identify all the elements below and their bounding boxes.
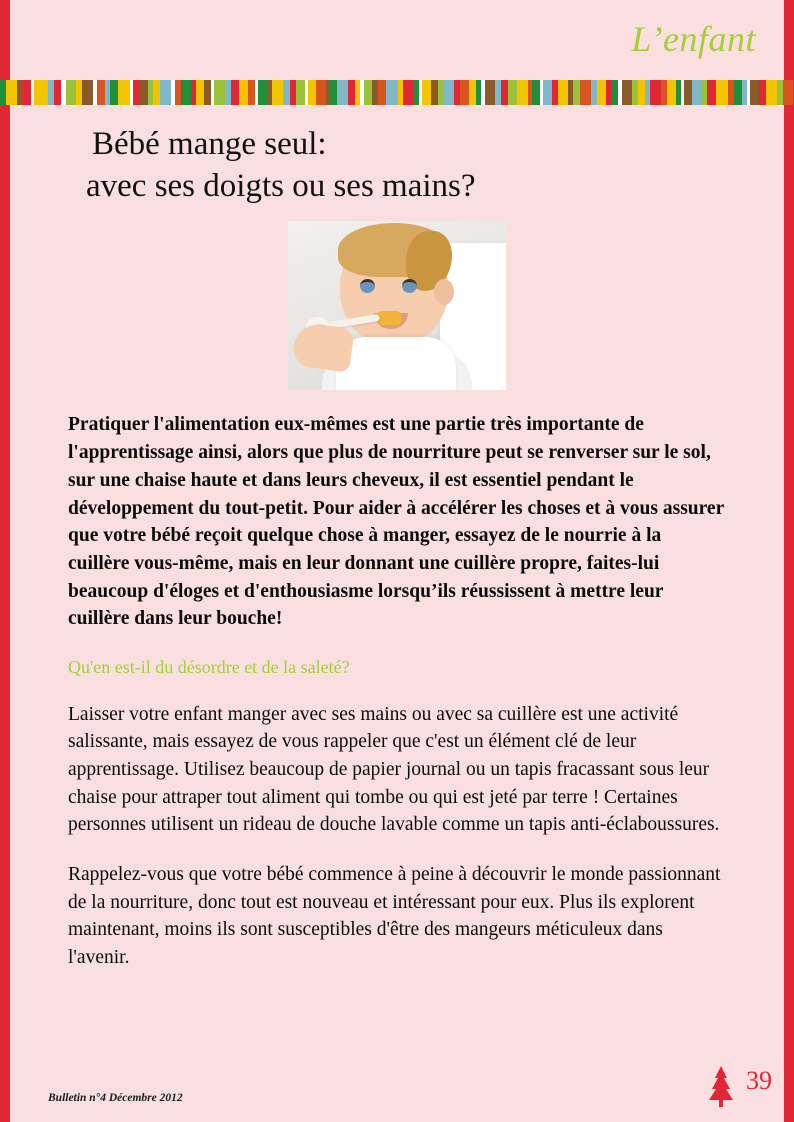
stripe-segment — [684, 80, 691, 105]
stripe-segment — [258, 80, 267, 105]
stripe-segment — [316, 80, 326, 105]
baby-bib-shape — [336, 337, 456, 390]
stripe-segment — [97, 80, 106, 105]
stripe-segment — [783, 80, 793, 105]
stripe-segment — [460, 80, 469, 105]
stripe-segment — [378, 80, 385, 105]
paragraph-3: Rappelez-vous que votre bébé commence à peine à découvrir le monde passionnant de la nourriture, donc tout est nouveau et intéressant pour eux. Plus ils explorent maintenant, moins ils sont susceptibles d'être des mangeurs méticuleux dans l'avenir. — [68, 863, 721, 969]
stripe-segment — [348, 80, 355, 105]
stripe-segment — [118, 80, 130, 105]
footer-bulletin-info: Bulletin n°4 Décembre 2012 — [48, 1092, 183, 1104]
stripe-segment — [517, 80, 528, 105]
stripe-segment — [153, 80, 160, 105]
stripe-segment — [272, 80, 283, 105]
article-photo-wrapper — [10, 221, 784, 395]
article-body — [68, 411, 726, 971]
stripe-segment — [431, 80, 438, 105]
stripe-segment — [34, 80, 47, 105]
stripe-segment — [597, 80, 606, 105]
stripe-segment — [667, 80, 676, 105]
stripe-segment — [485, 80, 495, 105]
stripe-segment — [160, 80, 171, 105]
stripe-segment — [296, 80, 305, 105]
stripe-segment — [231, 80, 238, 105]
stripe-segment — [386, 80, 398, 105]
article-title-line1: Bébé mange seul: — [92, 126, 327, 162]
stripe-segment — [54, 80, 61, 105]
stripe-segment — [508, 80, 517, 105]
article-title-line2: avec ses doigts ou ses mains? — [86, 168, 476, 205]
stripe-segment — [283, 80, 290, 105]
decorative-stripe-band — [0, 80, 794, 105]
pine-tree-icon — [704, 1064, 738, 1108]
stripe-segment — [543, 80, 552, 105]
stripe-segment — [611, 80, 618, 105]
stripe-segment — [110, 80, 117, 105]
stripe-segment — [558, 80, 568, 105]
left-margin-bar — [0, 0, 10, 1122]
food-shape — [376, 311, 402, 325]
baby-eating-photo — [288, 221, 506, 390]
stripe-segment — [716, 80, 728, 105]
stripe-segment — [181, 80, 191, 105]
article-title — [86, 123, 784, 207]
stripe-segment — [532, 80, 539, 105]
page-number: 39 — [746, 1066, 772, 1095]
paragraph-2: Laisser votre enfant manger avec ses mains ou avec sa cuillère est une activité salissante, mais essayez de vous rappeler que c'est un élément clé de leur apprentissage. Utilisez beaucoup de papier journal ou un tapis fracassant sous leur chaise pour attraper tout aliment qui tombe ou qui est jeté par terre ! Certaines personnes utilisent un rideau de douche lavable comme un tapis anti-éclaboussures. — [68, 703, 720, 836]
stripe-segment — [766, 80, 777, 105]
stripe-segment — [707, 80, 716, 105]
stripe-segment — [140, 80, 149, 105]
stripe-segment — [622, 80, 632, 105]
stripe-segment — [443, 80, 454, 105]
stripe-segment — [66, 80, 76, 105]
page-content — [10, 105, 784, 1122]
stripe-segment — [337, 80, 348, 105]
stripe-segment — [692, 80, 702, 105]
stripe-segment — [214, 80, 226, 105]
stripe-segment — [308, 80, 315, 105]
stripe-segment — [734, 80, 741, 105]
stripe-segment — [6, 80, 17, 105]
stripe-segment — [580, 80, 591, 105]
stripe-segment — [759, 80, 766, 105]
stripe-segment — [750, 80, 759, 105]
stripe-segment — [422, 80, 431, 105]
page-header — [10, 0, 784, 80]
stripe-segment — [469, 80, 476, 105]
stripe-segment — [650, 80, 661, 105]
stripe-segment — [239, 80, 249, 105]
subheading: Qu'en est-il du désordre et de la saleté? — [68, 656, 350, 677]
stripe-segment — [196, 80, 205, 105]
right-margin-bar — [784, 0, 794, 1122]
stripe-segment — [638, 80, 645, 105]
stripe-segment — [573, 80, 580, 105]
paragraph-1: Pratiquer l'alimentation eux-mêmes est une partie très importante de l'apprentissage ainsi, alors que plus de nourriture peut se renverser sur le sol, sur une chaise haute et dans leurs cheveux, il est essentiel pendant le développement du tout-petit. Pour aider à accélérer les choses et à vous assurer que votre bébé reçoit quelque chose à manger, essayez de le nourrie à la cuillère vous-même, mais en leur donnant une cuillère propre, faites-lui beaucoup d'éloges et d'enthousiasme lorsqu’ils réussissent à mettre leur cuillère dans leur bouche! — [68, 414, 724, 630]
stripe-segment — [82, 80, 93, 105]
stripe-segment — [403, 80, 413, 105]
section-title: L’enfant — [631, 19, 756, 59]
stripe-segment — [364, 80, 373, 105]
stripe-segment — [22, 80, 31, 105]
stripe-segment — [501, 80, 508, 105]
